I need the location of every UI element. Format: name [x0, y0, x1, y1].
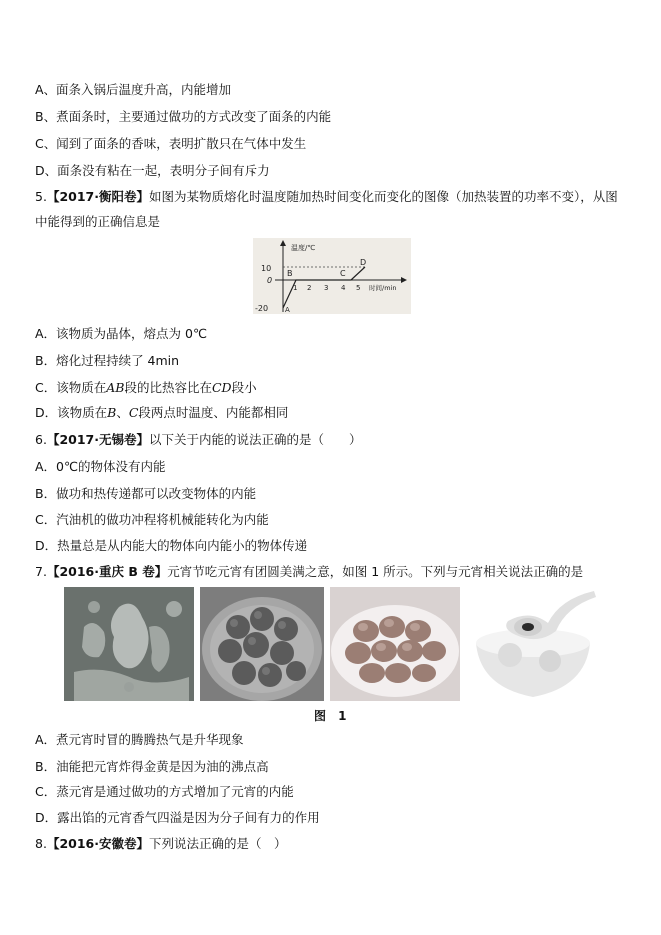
q6-option-b: B．做功和热传递都可以改变物体的内能 [35, 486, 257, 501]
q7-figure-photos [64, 587, 598, 703]
graph-xtick-5: 5 [356, 284, 361, 292]
photo-bowl-yuanxiao [468, 587, 598, 701]
q4-option-d: D、面条没有粘在一起，表明分子间有斥力 [35, 163, 270, 178]
q5-stem [35, 189, 618, 205]
q5-option-b: B．熔化过程持续了 4min [35, 353, 180, 368]
graph-xtick-1: 1 [293, 284, 298, 292]
photo-steaming-yuanxiao [64, 587, 194, 701]
q6-option-a: A．0℃的物体没有内能 [35, 459, 166, 474]
q7-stem-text: 元宵节吃元宵有团圆美满之意，如图 1 所示。下列与元宵相关说法正确的是 [167, 564, 584, 579]
q5-graph-svg [253, 238, 411, 314]
photo-bowl-svg [468, 587, 598, 701]
q5-opt-d-c: C [128, 405, 139, 420]
photo-steamed-yuanxiao [330, 587, 460, 701]
q6-stem-text: 以下关于内能的说法正确的是（ ） [148, 432, 362, 447]
graph-xlabel: 时间/min [369, 284, 397, 292]
q7-number: 7. [35, 564, 47, 579]
q7-option-a: A．煮元宵时冒的腾腾热气是升华现象 [35, 732, 244, 747]
q5-opt-d-pre: D．该物质在 [35, 405, 108, 420]
photo-fried-svg [200, 587, 324, 701]
q5-opt-d-b: B [107, 405, 117, 420]
q5-option-d [35, 405, 288, 421]
q5-opt-c-pre: C．该物质在 [35, 380, 107, 395]
q4-option-c: C、闻到了面条的香味，表明扩散只在气体中发生 [35, 136, 307, 151]
graph-point-c: C [340, 269, 346, 278]
q5-opt-d-post: 段两点时温度、内能都相同 [138, 405, 289, 420]
graph-xtick-2: 2 [307, 284, 312, 292]
graph-x-arrow [401, 277, 407, 283]
q7-option-c: C．蒸元宵是通过做功的方式增加了元宵的内能 [35, 784, 294, 799]
q5-opt-c-mid: 段的比热容比在 [124, 380, 212, 395]
photo-fried-yuanxiao [200, 587, 324, 701]
q8-stem [35, 836, 287, 852]
graph-point-a: A [285, 306, 290, 314]
q5-opt-c-cd: CD [211, 380, 232, 395]
q5-opt-d-sep: 、 [116, 405, 129, 420]
q8-source: 【2016·安徽卷】 [46, 836, 149, 851]
q7-figure-caption: 图 1 [314, 709, 351, 723]
q7-source: 【2016·重庆 B 卷】 [46, 564, 168, 579]
graph-ytick-0: 0 [267, 276, 273, 285]
q6-source: 【2017·无锡卷】 [46, 432, 149, 447]
graph-ytick-minus20: -20 [255, 304, 269, 313]
q8-number: 8. [35, 836, 47, 851]
graph-xtick-4: 4 [341, 284, 346, 292]
q4-option-b: B、煮面条时，主要通过做功的方式改变了面条的内能 [35, 109, 332, 124]
q5-stem-text: 如图为某物质熔化时温度随加热时间变化而变化的图像（加热装置的功率不变），从图 [148, 189, 618, 204]
q7-option-d: D．露出馅的元宵香气四溢是因为分子间有力的作用 [35, 810, 320, 825]
q8-stem-text: 下列说法正确的是（ ） [148, 836, 287, 851]
q7-option-b: B．油能把元宵炸得金黄是因为油的沸点高 [35, 759, 269, 774]
q7-stem [35, 564, 583, 580]
graph-xtick-3: 3 [324, 284, 329, 292]
q6-option-d: D．热量总是从内能大的物体向内能小的物体传递 [35, 538, 308, 553]
q6-number: 6. [35, 432, 47, 447]
q5-source: 【2017·衡阳卷】 [46, 189, 149, 204]
graph-ylabel: 温度/℃ [291, 244, 316, 252]
q4-option-a: A、面条入锅后温度升高，内能增加 [35, 82, 232, 97]
graph-y-arrow [280, 240, 286, 246]
graph-ytick-10: 10 [261, 264, 272, 273]
graph-point-b: B [287, 269, 293, 278]
q5-stem-line2: 中能得到的正确信息是 [35, 214, 161, 229]
photo-steamed-svg [330, 587, 460, 701]
q5-number: 5. [35, 189, 47, 204]
q5-option-c [35, 380, 257, 396]
q6-option-c: C．汽油机的做功冲程将机械能转化为内能 [35, 512, 269, 527]
q5-opt-c-ab: AB [106, 380, 125, 395]
q5-temperature-graph [253, 238, 411, 314]
q6-stem [35, 432, 362, 448]
photo-steam-svg [64, 587, 194, 701]
graph-point-d: D [360, 258, 367, 267]
q5-option-a: A．该物质为晶体，熔点为 0℃ [35, 326, 208, 341]
q5-opt-c-post: 段小 [231, 380, 257, 395]
